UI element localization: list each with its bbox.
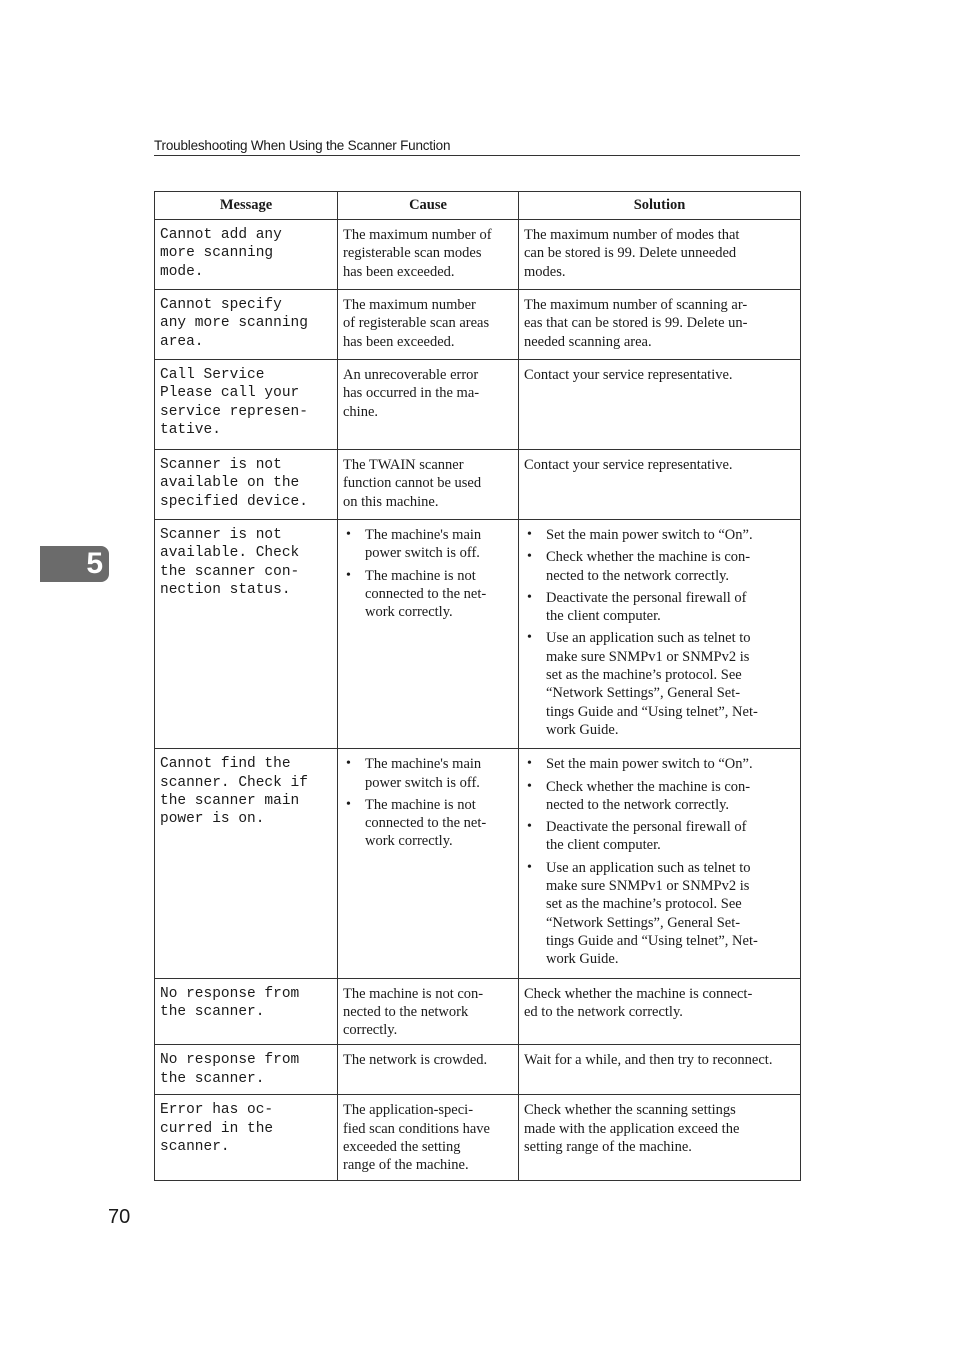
- bullet-item: [343, 526, 513, 563]
- bullet-list: [524, 755, 795, 968]
- solution-cell: [519, 978, 801, 1045]
- column-header-message: Message: [155, 192, 338, 220]
- table-row: [155, 290, 801, 360]
- message-line: Please call your: [160, 385, 300, 402]
- solution-cell: [519, 520, 801, 749]
- cause-cell: [338, 978, 519, 1045]
- bullet-line: tings Guide and “Using telnet”, Net-: [546, 932, 758, 949]
- solution-cell: [519, 360, 801, 450]
- bullet-line: • Deactivate the personal firewall of: [546, 819, 747, 836]
- message-line: Cannot find the: [160, 756, 291, 773]
- bullet-item: [524, 818, 795, 855]
- cause-line: correctly.: [343, 1022, 398, 1039]
- message-line: any more scanning: [160, 315, 308, 332]
- bullet-line: • Check whether the machine is con-: [546, 778, 751, 795]
- bullet-line: connected to the net-: [365, 585, 487, 602]
- message-line: Scanner is not: [160, 457, 282, 473]
- bullet-line: • Set the main power switch to “On”.: [546, 756, 753, 773]
- cause-line: has occurred in the ma-: [343, 385, 480, 402]
- solution-line: setting range of the machine.: [524, 1139, 692, 1156]
- message-line: area.: [160, 333, 204, 350]
- bullet-line: work correctly.: [365, 604, 453, 621]
- message-line: available on the: [160, 475, 300, 492]
- message-line: Scanner is not: [160, 527, 282, 543]
- cause-line: has been exceeded.: [343, 333, 455, 350]
- cause-line: function cannot be used: [343, 475, 482, 492]
- bullet-line: • Use an application such as telnet to: [546, 630, 751, 647]
- table-row: [155, 1095, 801, 1180]
- column-header-solution: Solution: [519, 192, 801, 220]
- cause-line: exceeded the setting: [343, 1139, 461, 1156]
- solution-cell: [519, 1095, 801, 1180]
- bullet-line: • Deactivate the personal firewall of: [546, 589, 747, 606]
- cause-line: nected to the network: [343, 1003, 469, 1020]
- message-line: Cannot specify: [160, 297, 282, 313]
- message-line: mode.: [160, 263, 204, 280]
- bullet-line: make sure SNMPv1 or SNMPv2 is: [546, 648, 750, 665]
- message-line: specified device.: [160, 493, 308, 510]
- solution-cell: [519, 1045, 801, 1095]
- message-line: No response from: [160, 985, 300, 1002]
- cause-line: registerable scan modes: [343, 245, 482, 262]
- message-line: the scanner con-: [160, 563, 300, 580]
- table-header-row: [155, 192, 801, 220]
- chapter-tab: [40, 546, 109, 582]
- message-cell: [155, 978, 338, 1045]
- table-row: [155, 220, 801, 290]
- page-number: 70: [108, 1206, 131, 1228]
- message-line: Error has oc-: [160, 1102, 274, 1119]
- cause-line: has been exceeded.: [343, 263, 455, 280]
- solution-line: Wait for a while, and then try to reconnect.: [524, 1052, 773, 1069]
- solution-line: Check whether the machine is connect-: [524, 985, 753, 1002]
- message-line: nection status.: [160, 581, 291, 598]
- table-row: [155, 450, 801, 520]
- bullet-line: • The machine's main: [365, 756, 482, 773]
- table-row: [155, 978, 801, 1045]
- solution-line: Contact your service representative.: [524, 367, 733, 383]
- bullet-line: power switch is off.: [365, 545, 480, 562]
- message-line: more scanning: [160, 245, 274, 262]
- solution-line: modes.: [524, 263, 566, 280]
- message-cell: [155, 1045, 338, 1095]
- bullet-line: “Network Settings”, General Set-: [546, 685, 741, 702]
- cause-line: An unrecoverable error: [343, 367, 479, 383]
- bullet-line: set as the machine’s protocol. See: [546, 896, 742, 913]
- solution-line: Check whether the scanning settings: [524, 1102, 736, 1119]
- solution-line: ed to the network correctly.: [524, 1003, 683, 1020]
- bullet-line: make sure SNMPv1 or SNMPv2 is: [546, 878, 750, 895]
- message-line: scanner. Check if: [160, 774, 308, 791]
- bullet-line: • The machine is not: [365, 567, 476, 584]
- solution-line: eas that can be stored is 99. Delete un-: [524, 315, 748, 332]
- cause-line: The network is crowded.: [343, 1052, 488, 1069]
- message-cell: [155, 450, 338, 520]
- solution-line: The maximum number of modes that: [524, 227, 740, 243]
- cause-line: fied scan conditions have: [343, 1120, 490, 1137]
- solution-line: Contact your service representative.: [524, 457, 733, 473]
- message-cell: [155, 749, 338, 978]
- solution-line: needed scanning area.: [524, 333, 652, 350]
- bullet-line: • Set the main power switch to “On”.: [546, 527, 753, 543]
- solution-cell: [519, 220, 801, 290]
- cause-line: chine.: [343, 403, 379, 420]
- bullet-line: • The machine's main: [365, 527, 482, 543]
- bullet-list: [524, 526, 795, 739]
- bullet-item: [524, 589, 795, 626]
- solution-cell: [519, 290, 801, 360]
- message-line: power is on.: [160, 811, 265, 828]
- table-row: [155, 520, 801, 749]
- bullet-line: work Guide.: [546, 721, 619, 738]
- cause-line: on this machine.: [343, 493, 439, 510]
- bullet-line: “Network Settings”, General Set-: [546, 914, 741, 931]
- cause-line: The application-speci-: [343, 1102, 474, 1119]
- cause-cell: [338, 1045, 519, 1095]
- solution-cell: [519, 450, 801, 520]
- cause-line: The maximum number of: [343, 227, 492, 243]
- message-line: service represen-: [160, 403, 308, 420]
- bullet-line: nected to the network correctly.: [546, 567, 730, 584]
- bullet-item: [343, 796, 513, 851]
- cause-cell: [338, 749, 519, 978]
- bullet-item: [524, 548, 795, 585]
- message-line: the scanner.: [160, 1003, 265, 1020]
- solution-line: The maximum number of scanning ar-: [524, 297, 748, 313]
- message-line: available. Check: [160, 545, 300, 562]
- message-line: the scanner main: [160, 792, 300, 809]
- bullet-line: the client computer.: [546, 837, 661, 854]
- bullet-line: tings Guide and “Using telnet”, Net-: [546, 703, 758, 720]
- message-cell: [155, 520, 338, 749]
- cause-line: of registerable scan areas: [343, 315, 490, 332]
- running-header: Troubleshooting When Using the Scanner Function: [154, 138, 800, 156]
- cause-cell: [338, 290, 519, 360]
- bullet-line: power switch is off.: [365, 774, 480, 791]
- cause-cell: [338, 450, 519, 520]
- message-cell: [155, 220, 338, 290]
- cause-line: range of the machine.: [343, 1157, 469, 1174]
- bullet-line: nected to the network correctly.: [546, 796, 730, 813]
- bullet-line: set as the machine’s protocol. See: [546, 667, 742, 684]
- cause-line: The TWAIN scanner: [343, 457, 464, 473]
- table-row: [155, 1045, 801, 1095]
- message-line: Call Service: [160, 367, 265, 383]
- bullet-item: [524, 859, 795, 969]
- bullet-list: [343, 755, 513, 850]
- solution-cell: [519, 749, 801, 978]
- bullet-line: work Guide.: [546, 951, 619, 968]
- bullet-item: [524, 778, 795, 815]
- message-line: curred in the: [160, 1120, 274, 1137]
- cause-line: The maximum number: [343, 297, 476, 313]
- cause-cell: [338, 520, 519, 749]
- solution-line: can be stored is 99. Delete unneeded: [524, 245, 737, 262]
- message-line: the scanner.: [160, 1070, 265, 1087]
- cause-line: The machine is not con-: [343, 985, 484, 1002]
- bullet-line: connected to the net-: [365, 815, 487, 832]
- bullet-line: • Check whether the machine is con-: [546, 549, 751, 566]
- bullet-item: [343, 755, 513, 792]
- column-header-cause: Cause: [338, 192, 519, 220]
- message-cell: [155, 360, 338, 450]
- message-cell: [155, 290, 338, 360]
- message-line: No response from: [160, 1052, 300, 1069]
- message-line: Cannot add any: [160, 227, 282, 243]
- cause-cell: [338, 1095, 519, 1180]
- bullet-line: • Use an application such as telnet to: [546, 859, 751, 876]
- bullet-item: [524, 526, 795, 544]
- chapter-number: 5: [86, 547, 103, 580]
- bullet-line: the client computer.: [546, 608, 661, 625]
- troubleshooting-table: [154, 191, 801, 1181]
- message-line: scanner.: [160, 1139, 230, 1156]
- cause-cell: [338, 360, 519, 450]
- table-row: [155, 360, 801, 450]
- cause-cell: [338, 220, 519, 290]
- table-row: [155, 749, 801, 978]
- solution-line: made with the application exceed the: [524, 1120, 740, 1137]
- message-cell: [155, 1095, 338, 1180]
- bullet-list: [343, 526, 513, 621]
- bullet-item: [524, 755, 795, 773]
- bullet-line: work correctly.: [365, 833, 453, 850]
- bullet-item: [524, 629, 795, 739]
- bullet-item: [343, 567, 513, 622]
- message-line: tative.: [160, 421, 221, 438]
- bullet-line: • The machine is not: [365, 796, 476, 813]
